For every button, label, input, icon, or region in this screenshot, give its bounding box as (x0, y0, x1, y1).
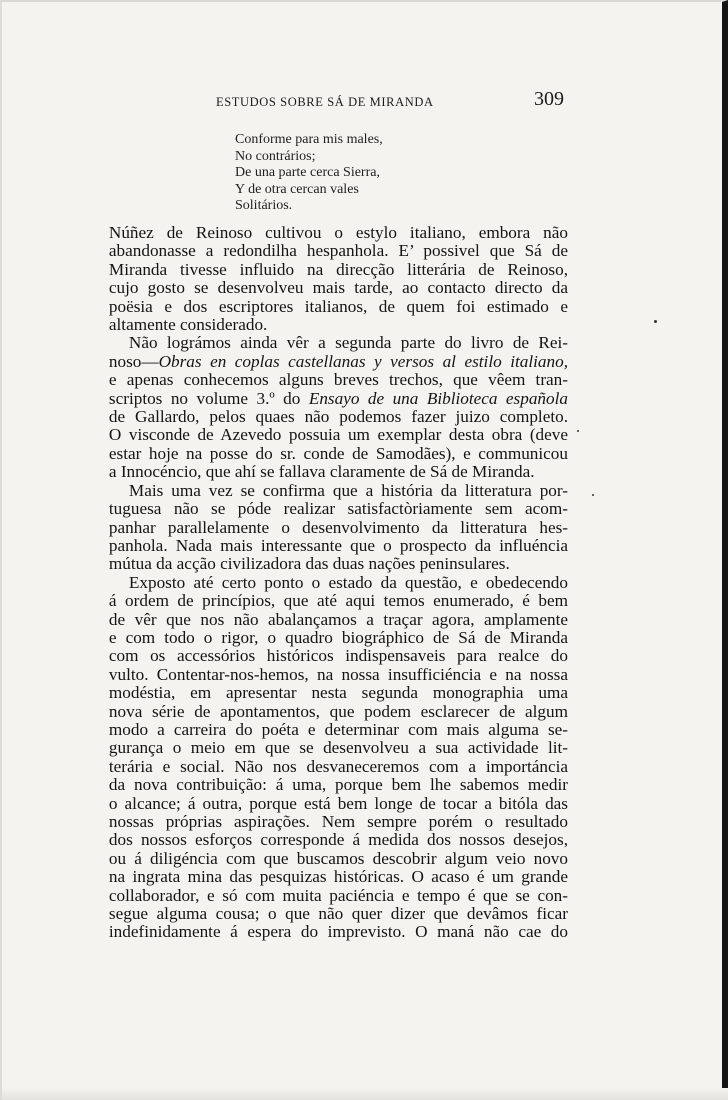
paper-speck (592, 494, 594, 496)
paper-speck (577, 430, 579, 432)
text-line: Miranda tivesse influido na direcção litterária de Reinoso, (108, 259, 568, 279)
verse-line: No contrários; (235, 148, 316, 164)
paragraph-biography-plan (90, 574, 568, 942)
text-line: indefinidamente á espera do imprevisto. O maná não cae do (108, 922, 568, 942)
text-line: cujo gosto se desenvolveu mais tarde, ao contacto directo da (108, 278, 568, 298)
text-line: segue alguma cousa; o que não quer dizer que devâmos ficar (108, 904, 568, 924)
book-title-italic: Ensayo de una Biblioteca española (308, 388, 568, 408)
text-line (90, 390, 568, 408)
verse-line: Y de otra cercan vales (235, 181, 359, 197)
running-title: ESTUDOS SOBRE SÁ DE MIRANDA (216, 95, 434, 109)
text-line: de vêr que nos não abalançamos a traçar agora, amplamente (108, 609, 568, 629)
text-line: Não lográmos ainda vêr a segunda parte do livro de Rei- (128, 333, 568, 353)
text-line: dos nossos esforços corresponde á medida dos nossos desejos, (108, 830, 568, 850)
page-header (90, 88, 568, 118)
text-line: Mais uma vez se confirma que a história da litteratura por- (128, 480, 568, 500)
text-line: modéstia, em apresentar nesta segunda monographia uma (108, 683, 568, 703)
text-line (90, 353, 568, 371)
text-line: altamente considerado. (108, 315, 268, 335)
body-text (90, 224, 568, 942)
paragraph-second-part (90, 334, 568, 481)
paper-speck (654, 320, 657, 323)
text-fragment: scriptos no volume 3.º do (108, 388, 309, 408)
text-line: collaborador, e só com muita paciéncia e tempo é que se con- (108, 885, 568, 905)
book-title-italic: Obras en coplas castellanas y versos al estilo italiano, (158, 351, 568, 371)
verse-line: Solitários. (235, 198, 293, 213)
text-line: modo a carreira do poéta e determinar com mais alguma se- (108, 719, 568, 739)
verse-line: De una parte cerca Sierra, (235, 165, 380, 180)
text-line: a Innocéncio, que ahí se fallava claramente de Sá de Miranda. (108, 462, 535, 482)
text-line: poësia e dos escriptores italianos, de quem foi estimado e (108, 296, 568, 316)
text-line: e com todo o rigor, o quadro biográphico de Sá de Miranda (108, 627, 568, 647)
text-line: na ingrata mina das pesquizas históricas. O acaso é um grande (108, 867, 568, 887)
text-line: ou á diligéncia com que buscamos descobrir algum veio novo (108, 848, 568, 868)
text-line: nova série de apontamentos, que podem esclarecer de algum (108, 701, 568, 721)
text-line: panhar parallelamente o desenvolvimento da litteratura hes- (108, 517, 568, 537)
verse-quotation (235, 132, 383, 215)
text-line: gurança o meio em que se desenvolveu a sua actividade lit- (108, 738, 568, 758)
text-line: Exposto até certo ponto o estado da questão, e obedecendo (128, 572, 568, 592)
text-line: Núñez de Reinoso cultivou o estylo italiano, embora não (108, 223, 568, 242)
text-line: panhola. Nada mais interessante que o prospecto da influéncia (108, 535, 568, 555)
text-line: de Gallardo, pelos quaes não podemos fazer juizo completo. (108, 407, 568, 427)
text-line: o alcance; á outra, porque está bem longe de tocar a bitóla das (108, 793, 568, 813)
text-fragment: noso— (108, 351, 159, 371)
text-line: á ordem de princípios, que até aqui temos enumerado, é bem (108, 591, 568, 611)
text-line: terária e social. Não nos desvaneceremos com a importáncia (108, 756, 568, 776)
paragraph-literature-history (90, 482, 568, 574)
text-line: com os accessórios históricos indispensaveis para realce do (108, 646, 568, 666)
page-number: 309 (534, 88, 564, 110)
text-line: nossas próprias aspirações. Nem sempre porém o resultado (108, 812, 568, 831)
text-line: vulto. Contentar-nos-hemos, na nossa insufficiéncia e na nossa (108, 664, 568, 684)
page-bottom-edge (2, 1088, 728, 1100)
paragraph-reinoso-style (90, 224, 568, 334)
text-line: O visconde de Azevedo possuia um exemplar desta obra (deve (108, 425, 568, 445)
text-line: abandonasse a redondilha hespanhola. E’ possivel que Sá de (108, 241, 568, 261)
text-line: da nova contribuição: á uma, porque bem lhe sabemos medir (108, 775, 568, 795)
text-line: estar hoje na posse do sr. conde de Samodães), e communicou (108, 443, 568, 463)
text-line: tuguesa não se póde realizar satisfactòriamente sem acom- (108, 499, 568, 519)
verse-line: Conforme para mis males, (235, 132, 383, 147)
text-line: e apenas conhecemos alguns breves trechos, que vêem tran- (108, 370, 568, 390)
text-line: mútua da acção civilizadora das duas nações peninsulares. (108, 554, 510, 574)
